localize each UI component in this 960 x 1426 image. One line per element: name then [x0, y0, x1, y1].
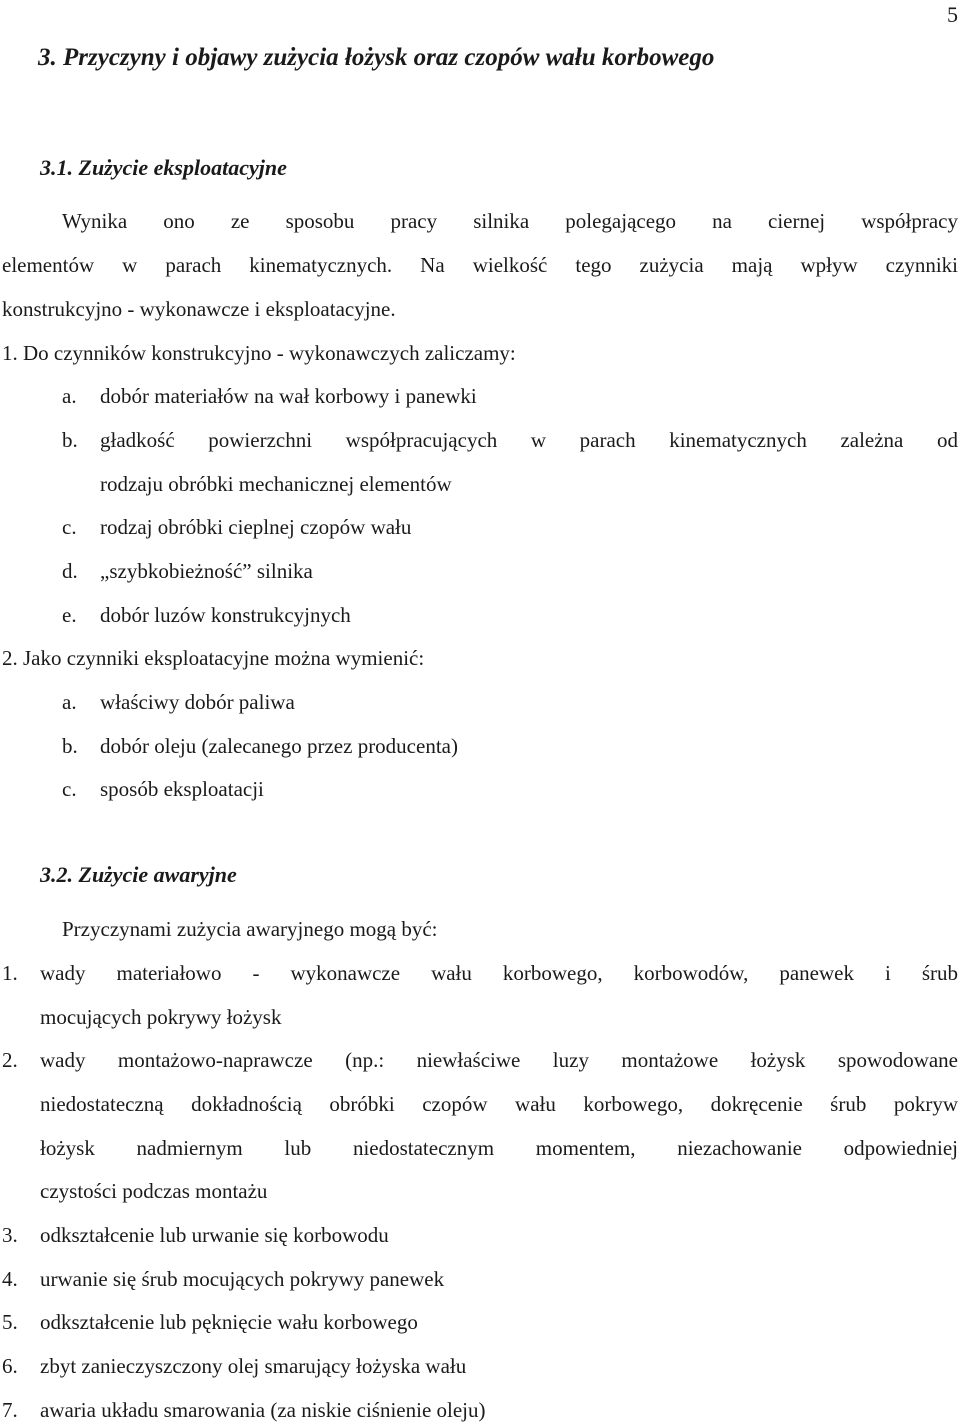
paragraph-line: Wynika ono ze sposobu pracy silnika polegającego na ciernej współpracy	[62, 209, 958, 233]
list-marker: 5.	[2, 1310, 18, 1334]
paragraph-line: elementów w parach kinematycznych. Na wielkość tego zużycia mają wpływ czynniki	[2, 253, 958, 277]
list-marker: 2.	[2, 1048, 18, 1072]
section-heading-3-2: 3.2. Zużycie awaryjne	[40, 862, 237, 887]
list-item: odkształcenie lub pęknięcie wału korbowego	[40, 1310, 418, 1334]
list-item: „szybkobieżność” silnika	[100, 559, 313, 583]
list-item-continuation: czystości podczas montażu	[40, 1179, 268, 1203]
list-marker: 6.	[2, 1354, 18, 1378]
list-marker: b.	[62, 734, 78, 758]
list-item: dobór luzów konstrukcyjnych	[100, 603, 351, 627]
list-item: gładkość powierzchni współpracujących w parach kinematycznych zależna od	[100, 428, 958, 452]
list-item: wady montażowo-naprawcze (np.: niewłaściwe luzy montażowe łożysk spowodowane	[40, 1048, 958, 1072]
list-item: właściwy dobór paliwa	[100, 690, 295, 714]
list-marker: a.	[62, 384, 77, 408]
list-title: 1. Do czynników konstrukcyjno - wykonawczych zaliczamy:	[2, 341, 516, 365]
list-marker: c.	[62, 777, 77, 801]
paragraph-line: konstrukcyjno - wykonawcze i eksploatacyjne.	[2, 297, 396, 321]
paragraph-line: Przyczynami zużycia awaryjnego mogą być:	[62, 917, 438, 941]
list-item: odkształcenie lub urwanie się korbowodu	[40, 1223, 389, 1247]
list-item: wady materiałowo - wykonawcze wału korbowego, korbowodów, panewek i śrub	[40, 961, 958, 985]
list-item-continuation: rodzaju obróbki mechanicznej elementów	[100, 472, 452, 496]
list-item: urwanie się śrub mocujących pokrywy panewek	[40, 1267, 445, 1291]
list-item: zbyt zanieczyszczony olej smarujący łożyska wału	[40, 1354, 467, 1378]
list-marker: 4.	[2, 1267, 18, 1291]
list-marker: a.	[62, 690, 77, 714]
list-item: sposób eksploatacji	[100, 777, 264, 801]
list-item-continuation: łożysk nadmiernym lub niedostatecznym momentem, niezachowanie odpowiedniej	[40, 1136, 958, 1160]
list-item: rodzaj obróbki cieplnej czopów wału	[100, 515, 412, 539]
list-marker: e.	[62, 603, 77, 627]
list-marker: d.	[62, 559, 78, 583]
list-title: 2. Jako czynniki eksploatacyjne można wymienić:	[2, 646, 425, 670]
list-marker: 1.	[2, 961, 18, 985]
list-marker: b.	[62, 428, 78, 452]
list-item: dobór oleju (zalecanego przez producenta)	[100, 734, 458, 758]
list-marker: c.	[62, 515, 77, 539]
section-heading-3-1: 3.1. Zużycie eksploatacyjne	[40, 155, 287, 180]
list-marker: 3.	[2, 1223, 18, 1247]
list-item-continuation: niedostateczną dokładnością obróbki czopów wału korbowego, dokręcenie śrub pokryw	[40, 1092, 958, 1116]
page-title: 3. Przyczyny i objawy zużycia łożysk oraz czopów wału korbowego	[38, 44, 715, 71]
list-item: awaria układu smarowania (za niskie ciśnienie oleju)	[40, 1398, 486, 1422]
list-marker: 7.	[2, 1398, 18, 1422]
list-item-continuation: mocujących pokrywy łożysk	[40, 1005, 282, 1029]
page-number: 5	[947, 2, 958, 27]
list-item: dobór materiałów na wał korbowy i panewki	[100, 384, 477, 408]
